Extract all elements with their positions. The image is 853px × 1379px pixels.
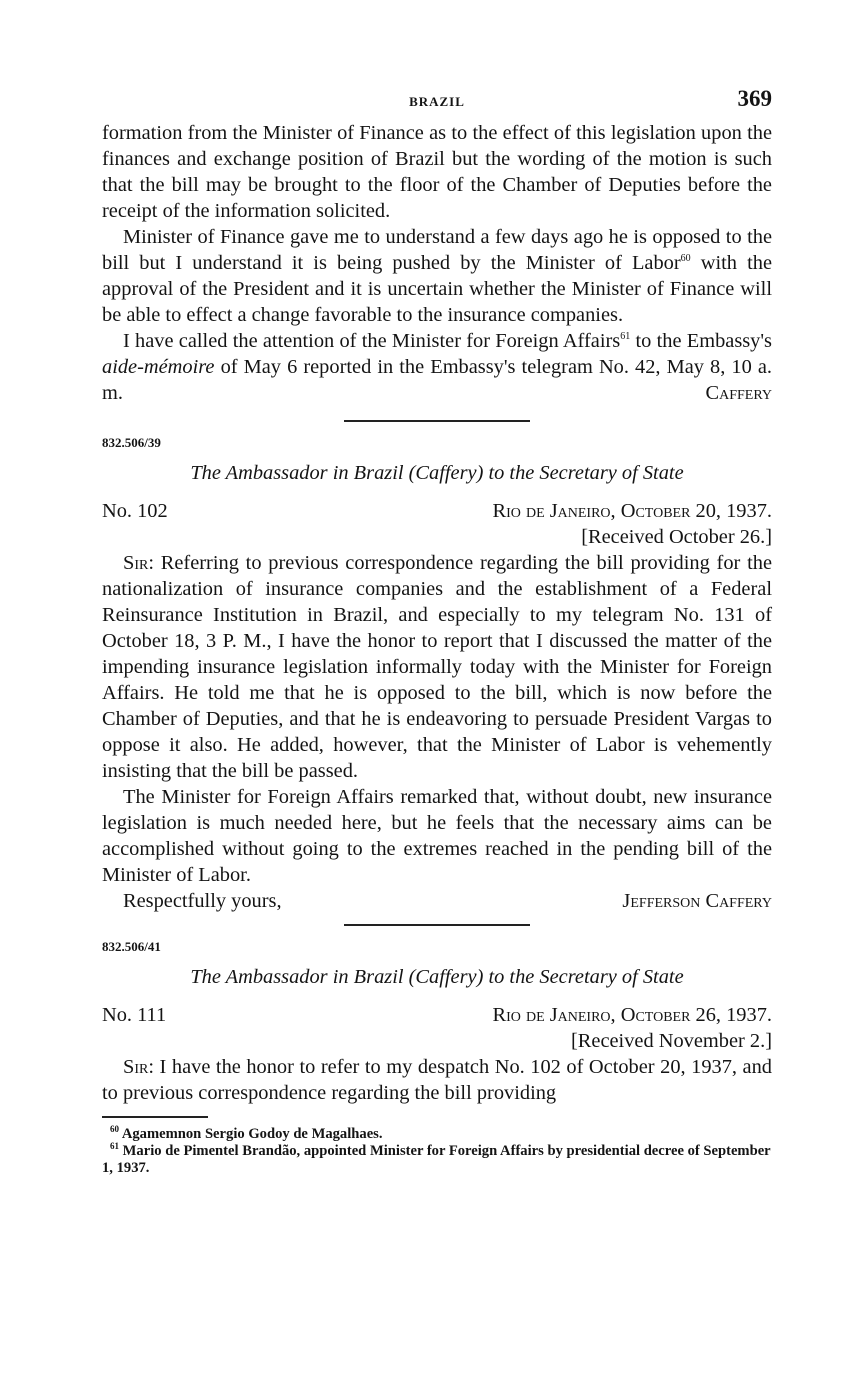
footnote — [102, 1143, 772, 1177]
text-span: Referring to previous correspondence regarding the bill providing for the nationalization of insurance companies and the establishment of a Federal Reinsurance Institution in Brazil, and especially to my telegram No. 131 of October 18, 3 P. M., I have the honor to report that I discussed the matter of the impending insurance legislation informally today with the Minister for Foreign Affairs. He told me that he is opposed to the bill, which is now before the Chamber of Deputies, and that he is endeavoring to persuade President Vargas to oppose it also. He added, however, that the Minister of Labor is vehemently insisting that the bill be passed. — [102, 552, 772, 782]
signature: Jefferson Caffery — [622, 890, 772, 912]
page-number: 369 — [737, 86, 772, 111]
text-span: with the approval of the President and it is uncertain whether the Minister of Finance will be able to effect a change favorable to the insurance companies. — [102, 252, 772, 326]
dateline — [102, 1002, 772, 1028]
footnote-ref: 60 — [680, 253, 691, 265]
continuation-section — [102, 120, 772, 406]
text-span: of May 6 reported in the Embassy's telegram No. 42, May 8, 10 a. m. — [102, 356, 772, 404]
salutation: Sir: — [123, 552, 155, 574]
paragraph — [102, 1054, 772, 1106]
place-date: Rio de Janeiro, October 26, 1937. — [492, 1004, 772, 1026]
footnote-divider — [102, 1116, 208, 1118]
text-span: to the Embassy's — [630, 330, 772, 352]
document-2 — [102, 938, 772, 1106]
paragraph — [102, 224, 772, 328]
document-1 — [102, 434, 772, 914]
section-divider — [344, 420, 530, 422]
signature: Caffery — [705, 382, 772, 404]
page-header — [102, 86, 772, 120]
paragraph — [102, 550, 772, 784]
footnote-text: Agamemnon Sergio Godoy de Magalhaes. — [121, 1126, 383, 1142]
section-divider — [344, 924, 530, 926]
file-number: 832.506/41 — [102, 939, 161, 954]
text-span: Minister of Finance gave me to understand a few days ago he is opposed to the bill but I understand it is being pushed by the Minister of Labor — [102, 226, 772, 274]
running-head: BRAZIL — [409, 94, 465, 109]
despatch-number: No. 111 — [102, 1004, 167, 1026]
closing-line — [102, 888, 772, 914]
paragraph — [102, 328, 772, 406]
footnote-mark: 61 — [110, 1141, 119, 1152]
file-number: 832.506/39 — [102, 435, 161, 450]
text-span: I have the honor to refer to my despatch No. 102 of October 20, 1937, and to previous correspondence regarding the bill providing — [102, 1056, 772, 1104]
dateline — [102, 498, 772, 524]
text-span: I have called the attention of the Minister for Foreign Affairs — [123, 330, 621, 352]
footnote-mark: 60 — [110, 1124, 119, 1135]
received-date: [Received October 26.] — [581, 526, 772, 548]
paragraph: The Minister for Foreign Affairs remarked that, without doubt, new insurance legislation is much needed here, but he feels that the necessary aims can be accomplished without going to the extremes reached in the pending bill of the Minister of Labor. — [102, 786, 772, 886]
footnote — [102, 1126, 772, 1143]
footnotes — [102, 1126, 772, 1177]
paragraph: formation from the Minister of Finance as to the effect of this legislation upon the finances and exchange position of Brazil but the wording of the motion is such that the bill may be brought to the floor of the Chamber of Deputies before the receipt of the information solicited. — [102, 122, 772, 222]
closing: Respectfully yours, — [123, 890, 282, 912]
document-title: The Ambassador in Brazil (Caffery) to the Secretary of State — [190, 462, 684, 484]
page — [102, 86, 772, 1177]
received-date: [Received November 2.] — [571, 1030, 772, 1052]
place-date: Rio de Janeiro, October 20, 1937. — [492, 500, 772, 522]
footnote-ref: 61 — [620, 331, 631, 343]
footnote-text: Mario de Pimentel Brandão, appointed Minister for Foreign Affairs by presidential decree of September 1, 1937. — [102, 1143, 771, 1176]
document-title: The Ambassador in Brazil (Caffery) to the Secretary of State — [190, 966, 684, 988]
italic-term: aide-mémoire — [102, 356, 215, 378]
despatch-number: No. 102 — [102, 500, 168, 522]
salutation: Sir: — [123, 1056, 155, 1078]
